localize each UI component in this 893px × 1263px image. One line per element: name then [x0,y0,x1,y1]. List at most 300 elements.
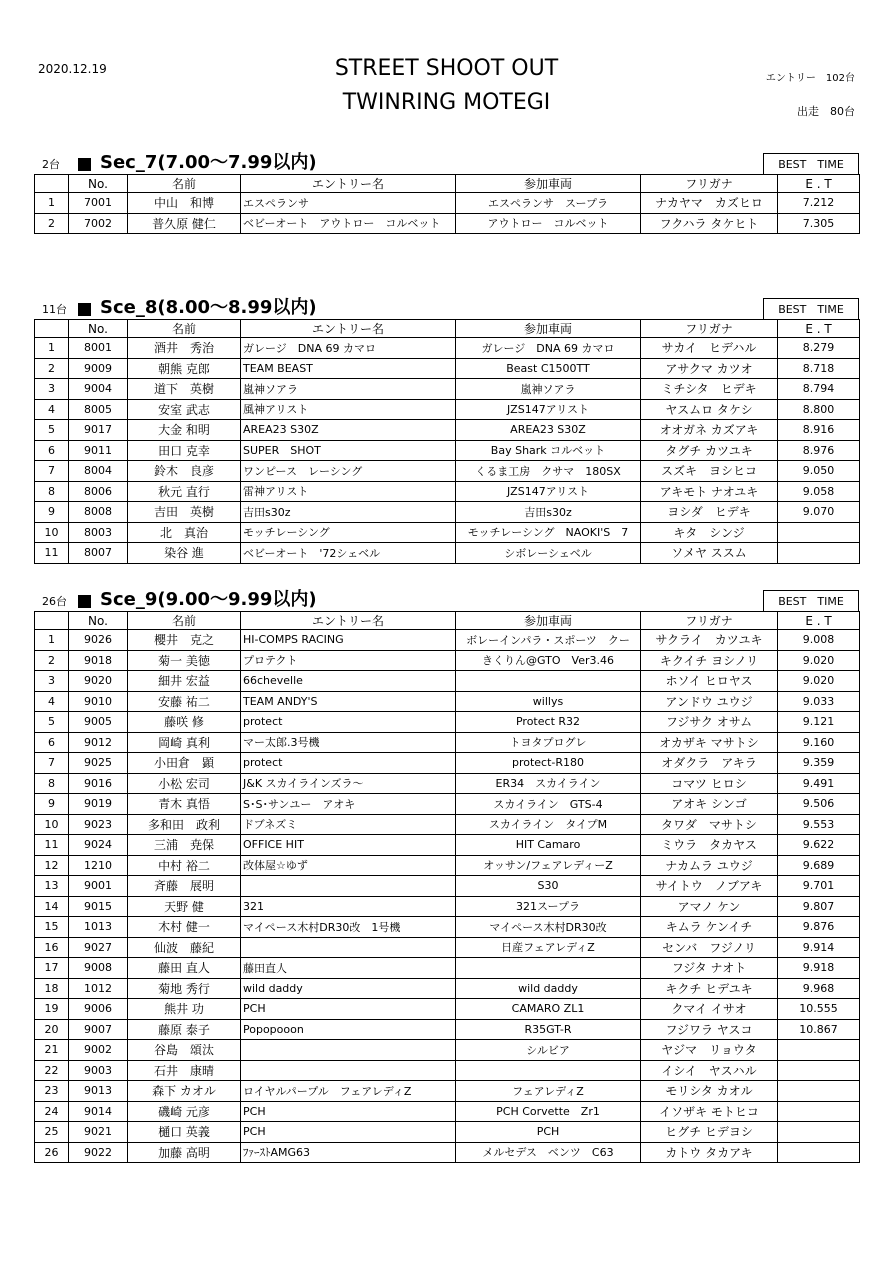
cell-furi: ヨシダ ヒデキ [641,502,778,523]
cell-ent [241,1060,456,1081]
cell-name: 加藤 高明 [128,1142,241,1163]
cell-furi: キクイチ ヨシノリ [641,650,778,671]
cell-et: 9.121 [778,712,860,733]
column-header: No. [69,320,128,338]
cell-ent: ワンピース レーシング [241,461,456,482]
section-1 [34,150,859,234]
cell-ent: 風神アリスト [241,399,456,420]
cell-car [456,958,641,979]
cell-ent: SUPER SHOT [241,440,456,461]
cell-no: 9016 [69,773,128,794]
best-time-label: BEST TIME [763,298,859,320]
cell-ent: PCH [241,999,456,1020]
cell-et: 9.689 [778,855,860,876]
cell-no: 7002 [69,213,128,234]
cell-name: 細井 宏益 [128,671,241,692]
cell-ent: PCH [241,1101,456,1122]
cell-no: 8004 [69,461,128,482]
cell-car: R35GT-R [456,1019,641,1040]
cell-furi: アキモト ナオユキ [641,481,778,502]
column-header: E . T [778,612,860,630]
cell-furi: イソザキ モトヒコ [641,1101,778,1122]
cell-furi: アンドウ ユウジ [641,691,778,712]
cell-ent: wild daddy [241,978,456,999]
cell-ent: ベビーオート '72シェベル [241,543,456,564]
cell-car: JZS147アリスト [456,399,641,420]
cell-ent: ロイヤルパープル フェアレディZ [241,1081,456,1102]
cell-ent [241,876,456,897]
cell-name: 藤田 直人 [128,958,241,979]
cell-ent: エスペランサ [241,193,456,214]
cell-name: 安室 武志 [128,399,241,420]
column-header: 名前 [128,320,241,338]
cell-name: 斉藤 展明 [128,876,241,897]
table-row [35,440,860,461]
cell-no: 9014 [69,1101,128,1122]
cell-et: 9.033 [778,691,860,712]
cell-no: 8003 [69,522,128,543]
cell-car: フェアレディZ [456,1081,641,1102]
cell-name: 小松 宏司 [128,773,241,794]
table-row [35,481,860,502]
cell-name: 多和田 政利 [128,814,241,835]
cell-ent: プロテクト [241,650,456,671]
cell-no: 9013 [69,1081,128,1102]
section-count: 2台 [42,158,60,171]
cell-furi: キムラ ケンイチ [641,917,778,938]
cell-car: protect-R180 [456,753,641,774]
cell-car: シルビア [456,1040,641,1061]
cell-idx: 7 [35,753,69,774]
cell-furi: センバ フジノリ [641,937,778,958]
cell-ent: S･S･サンユー アオキ [241,794,456,815]
cell-et: 9.160 [778,732,860,753]
column-header [35,612,69,630]
table-row [35,1142,860,1163]
cell-no: 9019 [69,794,128,815]
cell-no: 8007 [69,543,128,564]
cell-car: 321スープラ [456,896,641,917]
cell-furi: オカザキ マサトシ [641,732,778,753]
section-title: Sce_9(9.00～9.99以内) [100,589,317,610]
section-count: 26台 [42,595,67,608]
cell-furi: アマノ ケン [641,896,778,917]
cell-no: 8006 [69,481,128,502]
cell-et: 9.020 [778,650,860,671]
cell-no: 9017 [69,420,128,441]
entry-count: エントリー 102台 [765,73,855,84]
table-row [35,691,860,712]
cell-ent: OFFICE HIT [241,835,456,856]
results-table [34,319,860,564]
table-row [35,1101,860,1122]
table-row [35,794,860,815]
cell-idx: 18 [35,978,69,999]
cell-idx: 15 [35,917,69,938]
cell-no: 9003 [69,1060,128,1081]
table-row [35,1019,860,1040]
table-row [35,1122,860,1143]
cell-no: 9010 [69,691,128,712]
cell-idx: 13 [35,876,69,897]
cell-no: 9026 [69,630,128,651]
table-row [35,978,860,999]
cell-car: AREA23 S30Z [456,420,641,441]
cell-idx: 3 [35,379,69,400]
results-table [34,174,860,234]
cell-et: 8.794 [778,379,860,400]
table-header-row [35,612,860,630]
section-count: 11台 [42,303,67,316]
cell-no: 9011 [69,440,128,461]
cell-furi: ヤスムロ タケシ [641,399,778,420]
cell-et [778,1040,860,1061]
table-header-row [35,175,860,193]
cell-et: 9.050 [778,461,860,482]
cell-car: ボレーインパラ・スポーツ クー [456,630,641,651]
cell-et [778,1101,860,1122]
cell-car: S30 [456,876,641,897]
cell-ent: マー太郎.3号機 [241,732,456,753]
column-header: No. [69,175,128,193]
cell-car: Beast C1500TT [456,358,641,379]
column-header: フリガナ [641,320,778,338]
cell-idx: 1 [35,193,69,214]
cell-idx: 6 [35,732,69,753]
cell-car: willys [456,691,641,712]
cell-ent [241,1040,456,1061]
cell-no: 8005 [69,399,128,420]
table-row [35,650,860,671]
cell-idx: 22 [35,1060,69,1081]
cell-car: Bay Shark コルベット [456,440,641,461]
cell-no: 9012 [69,732,128,753]
table-row [35,753,860,774]
cell-no: 9015 [69,896,128,917]
cell-idx: 4 [35,399,69,420]
cell-no: 1013 [69,917,128,938]
cell-idx: 20 [35,1019,69,1040]
table-row [35,773,860,794]
cell-name: 大金 和明 [128,420,241,441]
cell-name: 鈴木 良彦 [128,461,241,482]
table-row [35,630,860,651]
cell-et [778,1081,860,1102]
cell-name: 田口 克幸 [128,440,241,461]
cell-furi: ヒグチ ヒデヨシ [641,1122,778,1143]
table-row [35,420,860,441]
cell-ent: ガレージ DNA 69 カマロ [241,338,456,359]
cell-car: CAMARO ZL1 [456,999,641,1020]
cell-et: 9.020 [778,671,860,692]
cell-et: 8.976 [778,440,860,461]
cell-et: 8.279 [778,338,860,359]
cell-name: 岡崎 真利 [128,732,241,753]
section-title: Sce_8(8.00～8.99以内) [100,297,317,318]
cell-et: 9.491 [778,773,860,794]
cell-car: Protect R32 [456,712,641,733]
cell-name: 中山 和博 [128,193,241,214]
cell-name: 石井 康晴 [128,1060,241,1081]
cell-furi: モリシタ カオル [641,1081,778,1102]
cell-furi: フクハラ タケヒト [641,213,778,234]
column-header: No. [69,612,128,630]
best-time-label: BEST TIME [763,590,859,612]
cell-idx: 26 [35,1142,69,1163]
cell-et: 7.212 [778,193,860,214]
cell-furi: ナカヤマ カズヒロ [641,193,778,214]
cell-no: 9004 [69,379,128,400]
cell-ent: モッチレーシング [241,522,456,543]
cell-name: 秋元 直行 [128,481,241,502]
cell-furi: カトウ タカアキ [641,1142,778,1163]
table-row [35,876,860,897]
cell-ent: TEAM BEAST [241,358,456,379]
cell-idx: 17 [35,958,69,979]
cell-ent: PCH [241,1122,456,1143]
cell-et: 9.622 [778,835,860,856]
cell-furi: ソメヤ ススム [641,543,778,564]
cell-et [778,522,860,543]
cell-car: HIT Camaro [456,835,641,856]
column-header: エントリー名 [241,612,456,630]
table-row [35,937,860,958]
section-3 [34,587,859,1163]
table-row [35,999,860,1020]
cell-et: 9.876 [778,917,860,938]
cell-et: 9.058 [778,481,860,502]
table-row [35,917,860,938]
table-row [35,896,860,917]
table-row [35,732,860,753]
cell-car: JZS147アリスト [456,481,641,502]
cell-idx: 25 [35,1122,69,1143]
cell-no: 9021 [69,1122,128,1143]
cell-name: 酒井 秀治 [128,338,241,359]
cell-ent: 雷神アリスト [241,481,456,502]
cell-name: 櫻井 克之 [128,630,241,651]
cell-idx: 23 [35,1081,69,1102]
cell-idx: 11 [35,543,69,564]
cell-idx: 21 [35,1040,69,1061]
table-row [35,814,860,835]
cell-ent: TEAM ANDY'S [241,691,456,712]
cell-et: 7.305 [778,213,860,234]
cell-et [778,1122,860,1143]
cell-furi: イシイ ヤスハル [641,1060,778,1081]
cell-ent: ﾌｧｰｽﾄAMG63 [241,1142,456,1163]
cell-no: 9022 [69,1142,128,1163]
cell-furi: ミウラ タカヤス [641,835,778,856]
cell-name: 磯崎 元彦 [128,1101,241,1122]
cell-no: 9018 [69,650,128,671]
cell-name: 小田倉 顕 [128,753,241,774]
cell-idx: 7 [35,461,69,482]
cell-ent: 321 [241,896,456,917]
column-header: 参加車両 [456,612,641,630]
cell-no: 9008 [69,958,128,979]
cell-name: 藤咲 修 [128,712,241,733]
cell-furi: ヤジマ リョウタ [641,1040,778,1061]
table-header-row [35,320,860,338]
table-row [35,671,860,692]
cell-name: 染谷 進 [128,543,241,564]
event-date: 2020.12.19 [38,62,107,76]
cell-ent [241,937,456,958]
cell-name: 木村 健一 [128,917,241,938]
cell-idx: 14 [35,896,69,917]
cell-furi: オオガネ カズアキ [641,420,778,441]
cell-furi: サカイ ヒデハル [641,338,778,359]
cell-no: 9006 [69,999,128,1020]
column-header: 名前 [128,612,241,630]
cell-name: 藤原 泰子 [128,1019,241,1040]
best-time-label: BEST TIME [763,153,859,175]
cell-et: 9.008 [778,630,860,651]
column-header: フリガナ [641,612,778,630]
table-row [35,522,860,543]
cell-car: シボレーシェベル [456,543,641,564]
cell-name: 安藤 祐二 [128,691,241,712]
cell-name: 三浦 尭保 [128,835,241,856]
cell-idx: 9 [35,794,69,815]
table-row [35,543,860,564]
cell-idx: 16 [35,937,69,958]
cell-et: 10.555 [778,999,860,1020]
cell-name: 道下 英樹 [128,379,241,400]
cell-furi: ミチシタ ヒデキ [641,379,778,400]
cell-idx: 5 [35,712,69,733]
cell-idx: 10 [35,814,69,835]
section-header [34,587,859,611]
square-bullet-icon [78,303,91,316]
cell-ent: Popopooon [241,1019,456,1040]
cell-idx: 8 [35,773,69,794]
cell-furi: タグチ カツユキ [641,440,778,461]
cell-car: PCH [456,1122,641,1143]
cell-idx: 4 [35,691,69,712]
cell-et: 9.968 [778,978,860,999]
event-title: STREET SHOOT OUT [334,56,559,81]
cell-no: 9009 [69,358,128,379]
event-venue: TWINRING MOTEGI [342,90,551,115]
cell-car: きくりん@GTO Ver3.46 [456,650,641,671]
cell-name: 中村 裕二 [128,855,241,876]
cell-no: 9007 [69,1019,128,1040]
cell-idx: 19 [35,999,69,1020]
cell-idx: 2 [35,213,69,234]
cell-et: 9.553 [778,814,860,835]
column-header: フリガナ [641,175,778,193]
cell-car: モッチレーシング NAOKI'S 7 [456,522,641,543]
cell-car: スカイライン GTS-4 [456,794,641,815]
cell-name: 菊地 秀行 [128,978,241,999]
section-header [34,295,859,319]
column-header: E . T [778,320,860,338]
cell-no: 9025 [69,753,128,774]
table-row [35,338,860,359]
square-bullet-icon [78,158,91,171]
cell-furi: キタ シンジ [641,522,778,543]
table-row [35,213,860,234]
cell-furi: スズキ ヨシヒコ [641,461,778,482]
cell-idx: 12 [35,855,69,876]
cell-ent: 改体屋☆ゆず [241,855,456,876]
cell-name: 朝熊 克郎 [128,358,241,379]
column-header: エントリー名 [241,175,456,193]
cell-car: マイペース木村DR30改 [456,917,641,938]
cell-no: 9001 [69,876,128,897]
cell-name: 天野 健 [128,896,241,917]
cell-furi: ナカムラ ユウジ [641,855,778,876]
cell-no: 9020 [69,671,128,692]
cell-ent: 吉田s30z [241,502,456,523]
cell-et: 8.916 [778,420,860,441]
cell-furi: キクチ ヒデユキ [641,978,778,999]
cell-idx: 10 [35,522,69,543]
results-table [34,611,860,1163]
cell-et: 9.359 [778,753,860,774]
cell-furi: クマイ イサオ [641,999,778,1020]
cell-furi: アオキ シンゴ [641,794,778,815]
cell-name: 青木 真悟 [128,794,241,815]
section-title: Sec_7(7.00～7.99以内) [100,152,317,173]
cell-idx: 3 [35,671,69,692]
cell-ent: マイペース木村DR30改 1号機 [241,917,456,938]
table-row [35,712,860,733]
column-header [35,320,69,338]
table-row [35,502,860,523]
cell-et: 8.718 [778,358,860,379]
cell-furi: サクライ カツユキ [641,630,778,651]
cell-no: 8001 [69,338,128,359]
cell-no: 1012 [69,978,128,999]
table-row [35,1081,860,1102]
cell-car [456,1060,641,1081]
cell-et: 9.506 [778,794,860,815]
cell-ent: 66chevelle [241,671,456,692]
cell-et: 9.070 [778,502,860,523]
cell-et [778,543,860,564]
cell-idx: 11 [35,835,69,856]
cell-name: 熊井 功 [128,999,241,1020]
cell-car: ガレージ DNA 69 カマロ [456,338,641,359]
table-row [35,958,860,979]
cell-car: 日産フェアレディZ [456,937,641,958]
cell-idx: 6 [35,440,69,461]
cell-idx: 24 [35,1101,69,1122]
cell-ent: 嵐神ソアラ [241,379,456,400]
table-row [35,379,860,400]
cell-name: 仙波 藤紀 [128,937,241,958]
cell-no: 8008 [69,502,128,523]
cell-car: メルセデス ベンツ C63 [456,1142,641,1163]
cell-no: 1210 [69,855,128,876]
column-header: E . T [778,175,860,193]
table-row [35,193,860,214]
cell-et: 9.918 [778,958,860,979]
table-row [35,358,860,379]
cell-no: 9027 [69,937,128,958]
cell-furi: ホソイ ヒロヤス [641,671,778,692]
cell-car: くるま工房 クサマ 180SX [456,461,641,482]
cell-car: アウトロー コルベット [456,213,641,234]
section-header [34,150,859,174]
cell-no: 9002 [69,1040,128,1061]
cell-furi: オダクラ アキラ [641,753,778,774]
cell-idx: 5 [35,420,69,441]
cell-furi: フジサク オサム [641,712,778,733]
